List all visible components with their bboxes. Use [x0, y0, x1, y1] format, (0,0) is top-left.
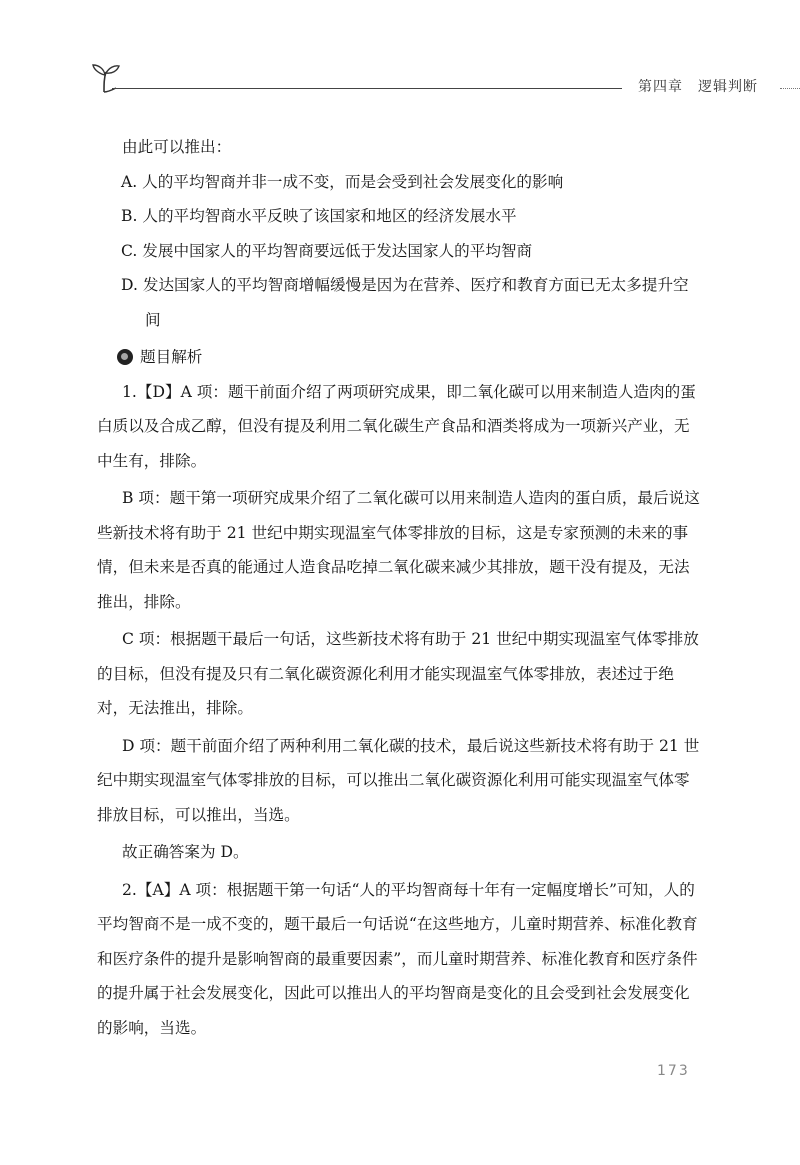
- sprout-icon: [90, 62, 130, 98]
- analysis-paragraph: C 项：根据题干最后一句话，这些新技术将有助于 21 世纪中期实现温室气体零排放的目标，但没有提及只有二氧化碳资源化利用才能实现温室气体零排放，表述过于绝对，无法推出，排除。: [97, 630, 699, 717]
- option-d: D. 发达国家人的平均智商增幅缓慢是因为在营养、医疗和教育方面已无太多提升空间: [121, 276, 689, 329]
- header-rule: [112, 88, 622, 89]
- analysis-paragraph: D 项：题干前面介绍了两种利用二氧化碳的技术，最后说这些新技术将有助于 21 世纪中期实现温室气体零排放的目标，可以推出二氧化碳资源化利用可能实现温室气体零排放目标，可以推出，当选。: [97, 736, 700, 824]
- option-a: A. 人的平均智商并非一成不变，而是会受到社会发展变化的影响: [121, 172, 564, 191]
- chapter-title: 第四章 逻辑判断: [638, 79, 758, 95]
- analysis-heading: [97, 340, 701, 375]
- running-header: [90, 62, 758, 102]
- analysis-paragraph: 2.【A】A 项：根据题干第一句话“人的平均智商每十年有一定幅度增长”可知，人的平均智商不是一成不变的，题干最后一句话说“在这些地方，儿童时期营养、标准化教育和医疗条件的提升是影响智商的最重要因素”，而儿童时期营养、标准化教育和医疗条件的提升属于社会发展变化，因此可以推出人的平均智商是变化的且会受到社会发展变化的影响，当选。: [97, 880, 698, 1037]
- answer-conclusion: 故正确答案为 D。: [122, 843, 249, 861]
- option-c: C. 发展中国家人的平均智商要远低于发达国家人的平均智商: [121, 241, 533, 260]
- main-text: [97, 130, 701, 1045]
- analysis-heading-text: 题目解析: [140, 348, 203, 366]
- analysis-badge-icon: [117, 349, 133, 365]
- analysis-paragraph: 1.【D】A 项：题干前面介绍了两项研究成果，即二氧化碳可以用来制造人造肉的蛋白质以及合成乙醇，但没有提及利用二氧化碳生产食品和酒类将成为一项新兴产业，无中生有，排除。: [97, 382, 696, 470]
- analysis-paragraph: B 项：题干第一项研究成果介绍了二氧化碳可以用来制造人造肉的蛋白质，最后说这些新技术将有助于 21 世纪中期实现温室气体零排放的目标，这是专家预测的未来的事情，但未来是否真的能通过人造食品吃掉二氧化碳来减少其排放，题干没有提及，无法推出，排除。: [97, 489, 700, 611]
- header-dotted-rule: [780, 88, 800, 89]
- question-lead-in: 由此可以推出：: [122, 138, 232, 156]
- option-b: B. 人的平均智商水平反映了该国家和地区的经济发展水平: [121, 207, 517, 225]
- page-number: 173: [657, 1063, 690, 1079]
